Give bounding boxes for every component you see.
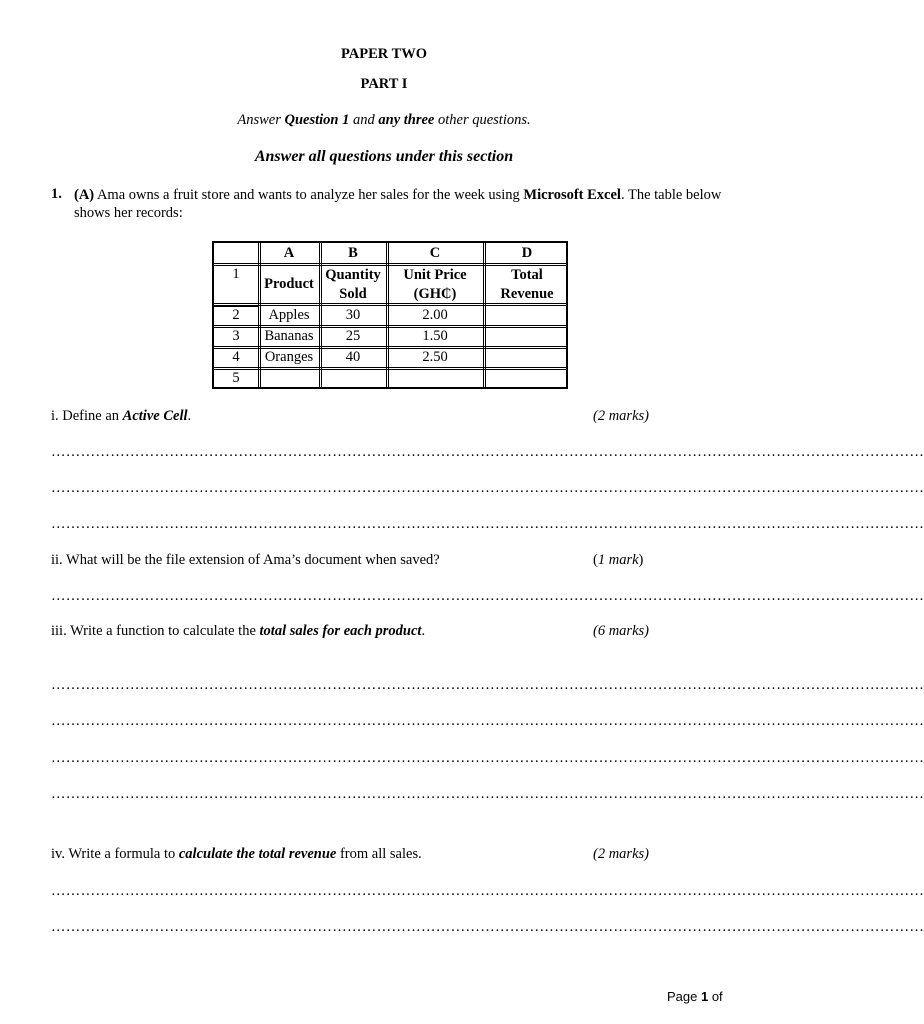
page-prefix: Page bbox=[667, 989, 701, 1004]
row-number: 2 bbox=[232, 307, 240, 323]
sub-i-text-c: . bbox=[187, 408, 192, 424]
header-quantity-line1: Quantity bbox=[325, 267, 381, 283]
sub-iv-marks: (2 marks) bbox=[593, 846, 649, 862]
instruction-part-4: any three bbox=[378, 112, 435, 128]
cell-product: Bananas bbox=[264, 328, 314, 344]
answer-line[interactable]: …………………………………………………………………………………………………………………………………………………………… bbox=[51, 883, 924, 899]
cell-quantity: 25 bbox=[345, 328, 361, 344]
sub-question-i bbox=[51, 408, 191, 425]
question-text-c: . The table below shows her records: bbox=[74, 187, 722, 221]
section-heading: Answer all questions under this section bbox=[254, 148, 514, 165]
row-number: 5 bbox=[232, 370, 240, 386]
sub-i-text-a: i. Define an bbox=[51, 408, 123, 424]
answer-line[interactable]: …………………………………………………………………………………………………………………………………………………………… bbox=[51, 677, 924, 693]
row-number: 3 bbox=[232, 328, 240, 344]
answer-line[interactable]: …………………………………………………………………………………………………………………………………………………………… bbox=[51, 750, 924, 766]
instruction-part-2: Question 1 bbox=[284, 112, 350, 128]
page-number: 1 bbox=[700, 989, 709, 1004]
answer-line[interactable]: …………………………………………………………………………………………………………………………………………………………… bbox=[51, 588, 924, 604]
instruction-part-5: other questions. bbox=[434, 112, 531, 128]
col-letter: B bbox=[348, 245, 358, 261]
header-price-line1: Unit Price bbox=[403, 267, 467, 283]
sub-iv-text-b: calculate the total revenue bbox=[178, 846, 337, 862]
sub-question-iv bbox=[51, 846, 422, 863]
question-text-b: Microsoft Excel bbox=[523, 187, 621, 203]
sub-iv-text-c: from all sales. bbox=[336, 846, 422, 862]
page-suffix: of bbox=[708, 989, 723, 1004]
instruction-line bbox=[0, 112, 768, 129]
cell-quantity: 40 bbox=[345, 349, 361, 365]
sub-iii-text-b: total sales for each product bbox=[259, 623, 422, 639]
header-revenue-line1: Total bbox=[511, 267, 543, 283]
paper-title: PAPER TWO bbox=[340, 46, 428, 62]
answer-line[interactable]: …………………………………………………………………………………………………………………………………………………………… bbox=[51, 713, 924, 729]
sub-question-ii: ii. What will be the file extension of Ama’s document when saved? bbox=[51, 552, 440, 568]
sub-iii-text-a: iii. Write a function to calculate the bbox=[51, 623, 260, 639]
instruction-part-3: and bbox=[349, 112, 379, 128]
col-letter: C bbox=[429, 245, 441, 261]
answer-line[interactable]: …………………………………………………………………………………………………………………………………………………………… bbox=[51, 919, 924, 935]
sub-ii-marks-open: ( bbox=[593, 552, 598, 568]
part-title: PART I bbox=[360, 76, 408, 92]
cell-price: 1.50 bbox=[422, 328, 448, 344]
cell-quantity: 30 bbox=[345, 307, 361, 323]
answer-line[interactable]: …………………………………………………………………………………………………………………………………………………………… bbox=[51, 786, 924, 802]
cell-price: 2.00 bbox=[422, 307, 448, 323]
cell-price: 2.50 bbox=[422, 349, 448, 365]
cell-product: Oranges bbox=[264, 349, 314, 365]
question-1-text bbox=[74, 186, 724, 222]
row-number: 1 bbox=[232, 266, 240, 282]
sub-iii-marks: (6 marks) bbox=[593, 623, 649, 639]
sub-i-marks: (2 marks) bbox=[593, 408, 649, 424]
answer-line[interactable]: …………………………………………………………………………………………………………………………………………………………… bbox=[51, 480, 924, 496]
question-number: 1. bbox=[51, 186, 62, 202]
sub-ii-marks-num: 1 mark bbox=[597, 552, 639, 568]
sub-iii-text-c: . bbox=[421, 623, 426, 639]
sales-table bbox=[212, 241, 568, 389]
sub-ii-marks-close: ) bbox=[638, 552, 644, 568]
answer-line[interactable]: …………………………………………………………………………………………………………………………………………………………… bbox=[51, 516, 924, 532]
sub-i-text-b: Active Cell bbox=[122, 408, 188, 424]
question-label: (A) bbox=[74, 187, 95, 203]
table-row-divider bbox=[214, 367, 566, 370]
sub-iv-text-a: iv. Write a formula to bbox=[51, 846, 179, 862]
col-letter: A bbox=[283, 245, 295, 261]
cell-product: Apples bbox=[268, 307, 310, 323]
page-footer bbox=[667, 989, 723, 1004]
sub-ii-marks bbox=[593, 552, 643, 569]
question-text-a: Ama owns a fruit store and wants to analyze her sales for the week using bbox=[94, 187, 524, 203]
answer-line[interactable]: …………………………………………………………………………………………………………………………………………………………… bbox=[51, 444, 924, 460]
instruction-part-1: Answer bbox=[237, 112, 285, 128]
sub-question-iii bbox=[51, 623, 425, 640]
header-quantity-line2: Sold bbox=[339, 286, 367, 302]
header-revenue-line2: Revenue bbox=[500, 286, 554, 302]
col-letter: D bbox=[521, 245, 533, 261]
header-product: Product bbox=[264, 276, 314, 292]
header-price-line2: (GH₵) bbox=[413, 286, 457, 302]
row-number: 4 bbox=[232, 349, 240, 365]
